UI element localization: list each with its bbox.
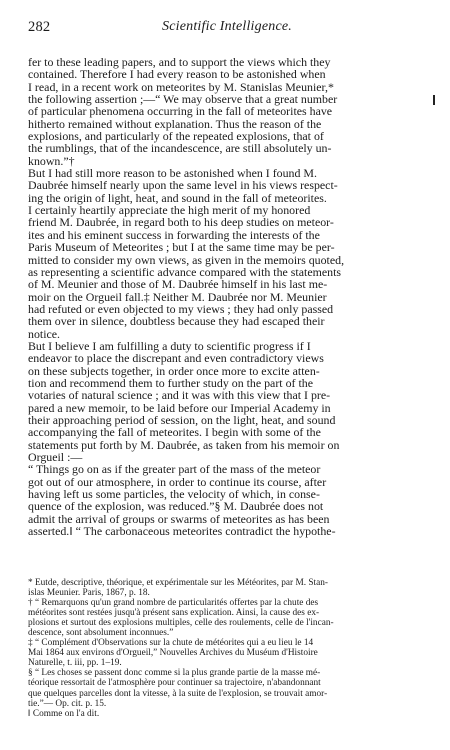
body-line: friend M. Daubrée, in regard both to his deep studies on meteor-: [28, 215, 334, 230]
body-line: I read, in a recent work on meteorites by M. Stanislas Meunier,*: [28, 79, 334, 94]
body-line: Paris Museum of Meteorites ; but I at the same time may be per-: [28, 240, 335, 255]
body-line: had refuted or even objected to my views ; they had only passed: [28, 301, 334, 316]
footnote-line: tie.”— Op. cit. p. 15.: [28, 698, 107, 709]
body-line: the rumblings, that of the incandescence, are still absolutely un-: [28, 141, 332, 156]
body-line: contained. Therefore I had every reason to be astonished when: [28, 67, 326, 82]
footnote-line: descence, sont absolument inconnues.”: [28, 628, 174, 639]
body-line: them over in silence, doubtless because they had escaped their: [28, 314, 325, 329]
running-title: Scientific Intelligence.: [162, 19, 292, 34]
footnotes: [28, 578, 431, 719]
page-header: [28, 19, 426, 37]
body-line: asserted.‖ “ The carbonaceous meteorites contradict the hypothe-: [28, 524, 336, 539]
body-line: ing the origin of light, heat, and sound in the fall of meteorites.: [28, 190, 327, 205]
footnote-line: que quelques parcelles dont la vitesse, à la suite de l'explosion, se trouvait amor-: [28, 688, 328, 699]
body-line: hitherto remained without explanation. Thus the reason of the: [28, 116, 322, 131]
body-line: of particular phenomena occurring in the fall of meteorites have: [28, 104, 333, 119]
body-line: But I believe I am fulfilling a duty to scientific progress if I: [28, 338, 311, 353]
body-line: the following assertion ;—“ We may observe that a great number: [28, 92, 338, 107]
footnote-line: plosions et surtout des explosions multiples, celle des roulements, celle de l'incan-: [28, 618, 334, 629]
body-line: Daubrée himself nearly upon the same level in his views respect-: [28, 178, 338, 193]
body-line: fer to these leading papers, and to support the views which they: [28, 55, 331, 69]
body-line: votaries of natural science ; and it was with this view that I pre-: [28, 388, 331, 403]
footnote-line: † “ Remarquons qu'un grand nombre de particularités offertes par la chute des: [28, 598, 319, 609]
body-text: [28, 56, 431, 537]
body-line: pared a new memoir, to be laid before our Imperial Academy in: [28, 400, 331, 415]
body-line: endeavor to place the discrepant and even contradictory views: [28, 351, 324, 366]
body-line: as representing a scientific advance compared with the statements: [28, 264, 341, 279]
footnote-line: Mai 1864 aux environs d'Orgueil,” Nouvelles Archives du Muséum d'Histoire: [28, 648, 318, 659]
footnote-line: ‡ “ Complément d'Observations sur la chute de météorites qui a eu lieu le 14: [28, 638, 314, 649]
body-line: on these subjects together, in order once more to excite atten-: [28, 363, 320, 378]
body-line: I certainly heartily appreciate the high merit of my honored: [28, 203, 311, 218]
body-line: moir on the Orgueil fall.‡ Neither M. Daubrée nor M. Meunier: [28, 289, 327, 304]
body-line: mitted to consider my own views, as given in the memoirs quoted,: [28, 252, 345, 267]
body-line: explosions, and particularly of the repeated explosions, that of: [28, 129, 324, 144]
footnote-line: § “ Les choses se passent donc comme si la plus grande partie de la masse mé-: [28, 668, 321, 679]
footnote-line: ‖ Comme on l'a dit.: [28, 708, 100, 719]
body-line: accompanying the fall of meteorites. I begin with some of the: [28, 425, 321, 440]
footnote-line: météorites sont restées jusqu'à présent sans explication. Ainsi, la cause des ex-: [28, 608, 320, 619]
body-line: admit the arrival of groups or swarms of meteorites as has been: [28, 511, 330, 526]
footnote-line: téorique ressortait de l'atmosphère pour continuer sa trajectoire, n'abandonnant: [28, 678, 321, 689]
margin-mark: [433, 95, 435, 105]
body-line: “ Things go on as if the greater part of the mass of the meteor: [28, 462, 321, 477]
footnote-line: islas Meunier. Paris, 1867, p. 18.: [28, 588, 150, 599]
body-line: notice.: [28, 326, 61, 341]
body-line: ites and his eminent success in forwarding the interests of the: [28, 227, 320, 242]
body-line: known.”†: [28, 153, 75, 168]
footnote-line: Naturelle, t. iii, pp. 1–19.: [28, 658, 122, 669]
body-line: But I had still more reason to be astonished when I found M.: [28, 166, 317, 181]
page-number: 282: [28, 19, 51, 35]
body-line: got out of our atmosphere, in order to continue its course, after: [28, 474, 327, 489]
body-line: quence of the explosion, was reduced.”§ M. Daubrée does not: [28, 499, 324, 514]
body-line: having left us some particles, the velocity of which, in conse-: [28, 487, 320, 502]
body-line: of M. Meunier and those of M. Daubrée himself in his last me-: [28, 277, 328, 292]
body-line: Orgueil :—: [28, 450, 83, 464]
body-line: their approaching period of session, on the light, heat, and sound: [28, 412, 336, 427]
body-line: tion and recommend them to further study on the part of the: [28, 375, 313, 390]
body-line: statements put forth by M. Daubrée, as taken from his memoir on: [28, 437, 340, 452]
footnote-line: * Eutde, descriptive, théorique, et expérimentale sur les Météorites, par M. Stan-: [28, 578, 328, 588]
